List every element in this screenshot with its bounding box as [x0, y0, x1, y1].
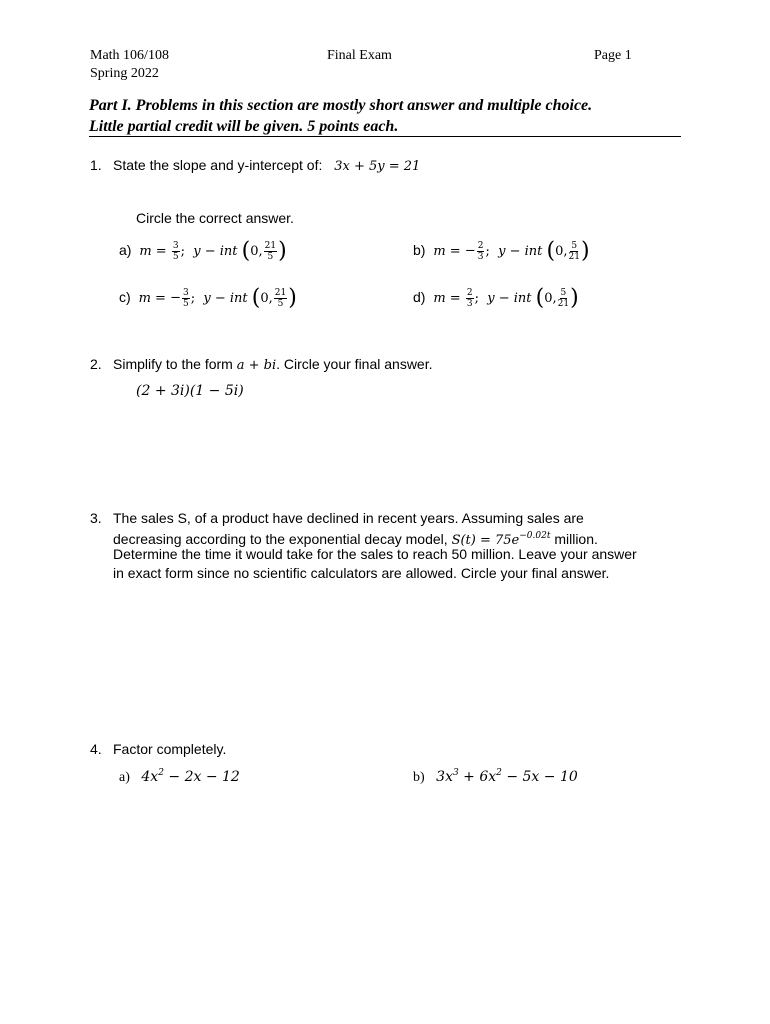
slope-label: m =: [139, 244, 167, 259]
option-letter: d): [413, 289, 426, 305]
course-label: Math 106/108: [90, 48, 169, 63]
q2-form: a + bi: [236, 358, 277, 373]
slope-fraction: $\frac{2}{3}$: [477, 241, 484, 262]
page-number: Page 1: [594, 48, 632, 63]
q1-option-d[interactable]: d) m = $\frac{2}{3}$ ; y − int (0, $\frac{5}{21}$ ): [413, 285, 579, 311]
option-letter: b): [413, 242, 426, 258]
q4-a-label: a): [119, 770, 130, 785]
q3-line2-text: decreasing according to the exponential decay model,: [113, 531, 448, 547]
q3-model: $S(t) = 75e^{-0.02t}$: [451, 531, 551, 548]
term-label: Spring 2022: [90, 66, 159, 81]
section-title-line2: Little partial credit will be given. 5 points each.: [89, 118, 399, 135]
slope-sign: −: [170, 290, 181, 306]
exam-title: Final Exam: [327, 48, 392, 63]
q4-a-expression: $4x^2 - 2x - 12$: [141, 768, 240, 785]
slope-fraction: $\frac{3}{5}$: [172, 241, 179, 262]
y-intercept-fraction: $\frac{21}{5}$: [274, 288, 287, 309]
q2-prompt: [113, 355, 433, 375]
q2-number: 2.: [90, 356, 102, 372]
y-intercept-label: y − int: [498, 244, 543, 259]
q3-line3: Determine the time it would take for the sales to reach 50 million. Leave your answer: [113, 546, 637, 562]
q4-part-b: [413, 768, 578, 786]
q4-part-a: [119, 768, 240, 786]
q1-prompt: [113, 156, 420, 176]
q2-text-after: . Circle your final answer.: [276, 356, 433, 372]
slope-label: m =: [433, 291, 461, 306]
q3-line2-unit: million.: [554, 531, 598, 547]
q1-text: State the slope and y-intercept of:: [113, 157, 323, 173]
y-intercept-label: y − int: [193, 244, 238, 259]
y-intercept-label: y − int: [203, 291, 248, 306]
slope-sign: −: [464, 243, 476, 259]
y-intercept-fraction: $\frac{5}{21}$: [557, 288, 570, 309]
section-title-line1: Part I. Problems in this section are mostly short answer and multiple choice.: [89, 97, 593, 114]
q1-option-a[interactable]: a) m = $\frac{3}{5}$ ; y − int (0, $\frac{21}{5}$ ): [119, 238, 287, 264]
q4-text: Factor completely.: [113, 741, 227, 757]
q2-text-before: Simplify to the form: [113, 356, 233, 372]
q4-b-expression: $3x^3 + 6x^2 - 5x - 10$: [436, 768, 578, 785]
slope-label: m =: [433, 244, 461, 259]
y-intercept-fraction: $\frac{21}{5}$: [264, 241, 277, 262]
q1-option-b[interactable]: b) m = − $\frac{2}{3}$ ; y − int (0, $\frac{5}{21}$ ): [413, 238, 590, 264]
q1-option-c[interactable]: c) m = − $\frac{3}{5}$ ; y − int (0, $\frac{21}{5}$ ): [119, 285, 297, 311]
q3-line4: in exact form since no scientific calculators are allowed. Circle your final answer.: [113, 565, 610, 581]
slope-fraction: $\frac{2}{3}$: [466, 288, 473, 309]
q4-b-label: b): [413, 770, 425, 785]
option-letter: c): [119, 289, 131, 305]
q3-number: 3.: [90, 510, 102, 526]
q4-number: 4.: [90, 741, 102, 757]
section-divider: [89, 136, 681, 137]
slope-label: m =: [138, 291, 166, 306]
y-intercept-label: y − int: [487, 291, 532, 306]
q2-expression: (2 + 3i)(1 − 5i): [136, 383, 244, 399]
q3-line1: The sales S, of a product have declined in recent years. Assuming sales are: [113, 510, 584, 526]
option-letter: a): [119, 242, 132, 258]
q1-number: 1.: [90, 157, 102, 173]
q1-equation: 3x + 5y = 21: [334, 159, 421, 174]
q1-instruction: Circle the correct answer.: [136, 210, 294, 226]
y-intercept-fraction: $\frac{5}{21}$: [568, 241, 580, 262]
slope-fraction: $\frac{3}{5}$: [182, 288, 189, 309]
